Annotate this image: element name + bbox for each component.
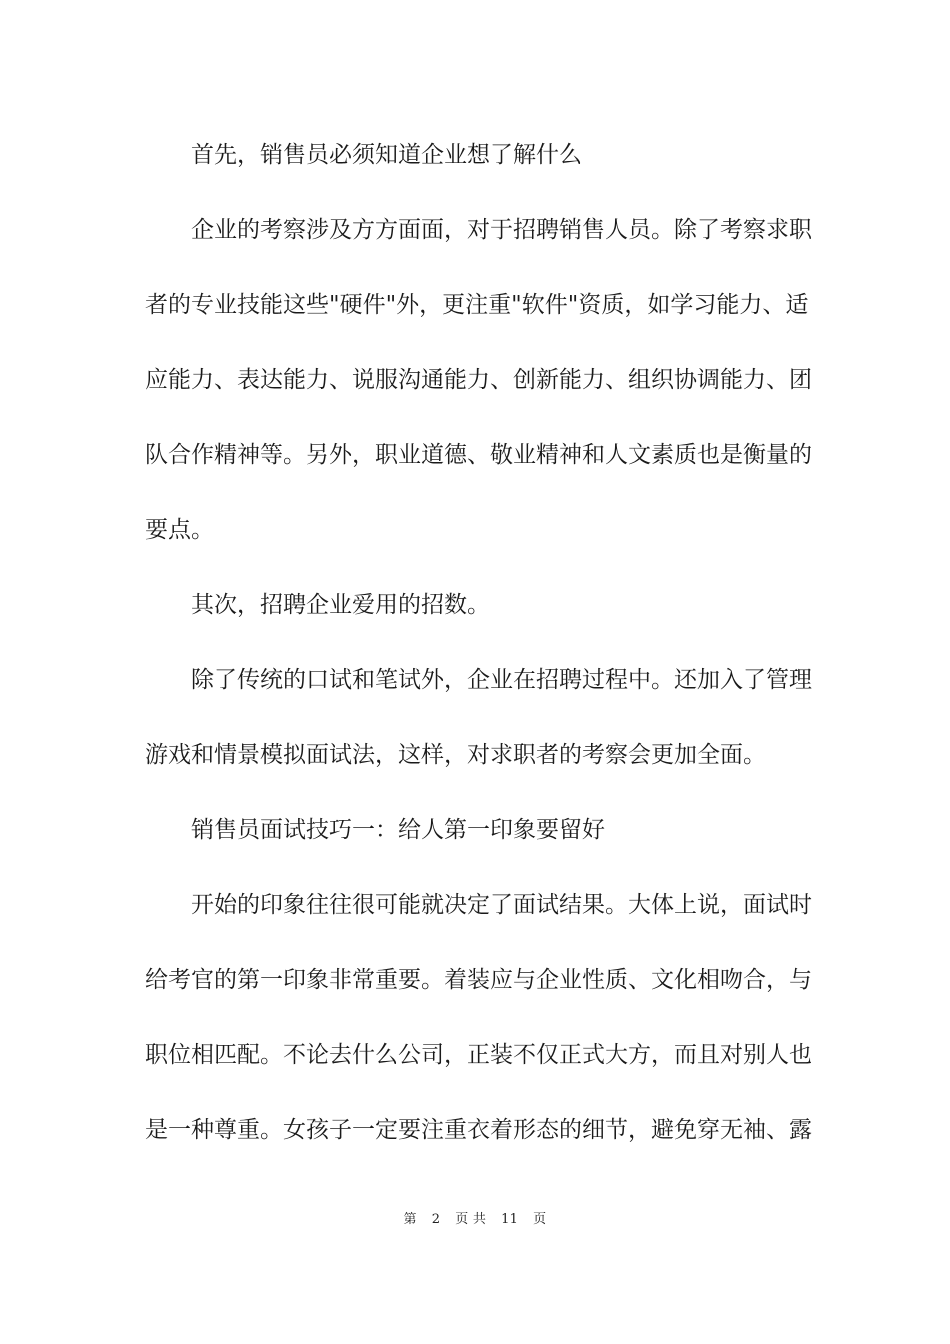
footer-middle: 页 共 [455,1212,487,1227]
footer-suffix: 页 [533,1212,547,1227]
paragraph-line: 要点。 [145,517,214,543]
paragraph-line: 除了传统的口试和笔试外，企业在招聘过程中。还加入了管理 [191,667,812,693]
paragraph-line: 游戏和情景模拟面试法，这样，对求职者的考察会更加全面。 [145,742,766,768]
paragraph-line: 开始的印象往往很可能就决定了面试结果。大体上说，面试时 [191,892,812,918]
paragraph-line: 职位相匹配。不论去什么公司，正装不仅正式大方，而且对别人也 [145,1042,812,1068]
footer-total-pages: 11 [501,1212,519,1227]
footer-page-number: 2 [431,1212,441,1227]
paragraph-line: 首先，销售员必须知道企业想了解什么 [191,142,582,168]
paragraph-line: 给考官的第一印象非常重要。着装应与企业性质、文化相吻合，与 [145,967,812,993]
paragraph-line: 队合作精神等。另外，职业道德、敬业精神和人文素质也是衡量的 [145,442,812,468]
section-heading: 销售员面试技巧一：给人第一印象要留好 [191,817,605,843]
paragraph-line: 者的专业技能这些"硬件"外，更注重"软件"资质，如学习能力、适 [145,292,809,318]
paragraph-line: 是一种尊重。女孩子一定要注重衣着形态的细节，避免穿无袖、露 [145,1117,812,1143]
paragraph-line: 应能力、表达能力、说服沟通能力、创新能力、组织协调能力、团 [145,367,812,393]
footer-prefix: 第 [403,1212,417,1227]
paragraph-line: 其次，招聘企业爱用的招数。 [191,592,490,618]
page-footer [0,1208,950,1227]
document-body [145,133,812,1183]
paragraph-line: 企业的考察涉及方方面面，对于招聘销售人员。除了考察求职 [191,217,812,243]
